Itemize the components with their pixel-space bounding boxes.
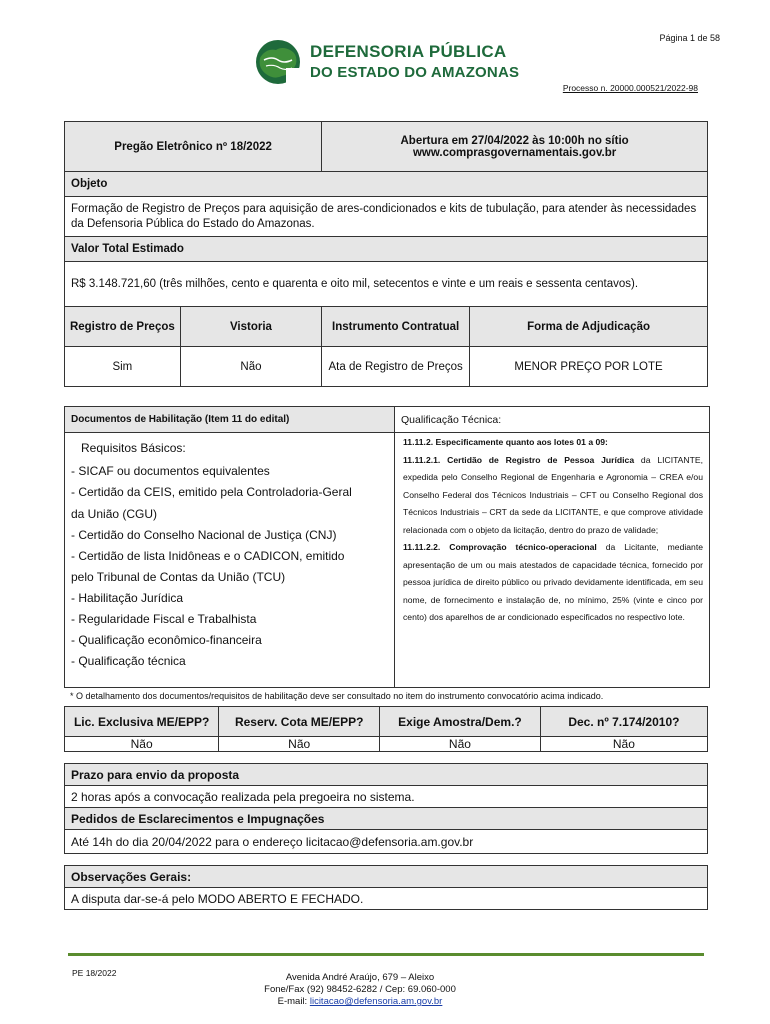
clause-11-11-2-1-title: 11.11.2.1. Certidão de Registro de Pessoa Jurídica — [403, 454, 635, 465]
col-lic-exclusiva: Lic. Exclusiva ME/EPP? — [65, 707, 219, 737]
footer-street: Avenida André Araújo, 679 – Aleixo — [285, 972, 435, 983]
col-exige-amostra: Exige Amostra/Dem.? — [380, 707, 541, 737]
val-instrumento: Ata de Registro de Preços — [322, 347, 470, 387]
documents-heading: Documentos de Habilitação (Item 11 do edital) — [65, 407, 395, 433]
amazonas-map-icon — [252, 38, 304, 86]
col-forma-adjudicacao: Forma de Adjudicação — [470, 307, 708, 347]
list-item: - Habilitação Jurídica — [71, 591, 184, 605]
page-number: Página 1 de 58 — [659, 33, 720, 43]
col-registro-precos: Registro de Preços — [65, 307, 181, 347]
pregao-number: Pregão Eletrônico nº 18/2022 — [114, 140, 272, 153]
footer-email-label: E-mail: — [277, 996, 310, 1007]
val-decreto: Não — [540, 737, 707, 752]
footer-phone: Fone/Fax (92) 98452-6282 / Cep: 69.060-000 — [264, 984, 456, 995]
qualificacao-heading: Qualificação Técnica: — [395, 407, 709, 433]
footer-code: PE 18/2022 — [72, 968, 117, 978]
footer-divider — [68, 953, 704, 956]
list-item: - Certidão do Conselho Nacional de Justiça (CNJ) — [71, 528, 337, 542]
valor-label: Valor Total Estimado — [65, 237, 708, 262]
clause-11-11-2-2-text: da Licitante, mediante apresentação de um ou mais atestados de capacidade técnica, fornecido por pessoa jurídica de direito público ou privado devidamente identificada, em seu nome, de fornecimento e instalação de, no mínimo, 25% (vinte e cinco por cento) dos aparelhos de ar condicionado especificados no respectivo lote. — [403, 542, 703, 622]
logo-subtitle: DO ESTADO DO AMAZONAS — [310, 64, 520, 81]
val-vistoria: Não — [180, 347, 321, 387]
footer-email-line — [200, 996, 520, 1008]
summary-table — [64, 121, 708, 387]
process-number: Processo n. 20000.000521/2022-98 — [562, 83, 698, 93]
clause-11-11-2-2-title: 11.11.2.2. Comprovação técnico-operacional — [403, 542, 597, 552]
valor-text: R$ 3.148.721,60 (três milhões, cento e quarenta e oito mil, setecentos e vinte e um reais e sessenta centavos). — [65, 262, 708, 307]
observacoes-table — [64, 865, 708, 910]
pedidos-label: Pedidos de Esclarecimentos e Impugnações — [65, 808, 708, 830]
col-decreto: Dec. nº 7.174/2010? — [540, 707, 707, 737]
col-instrumento: Instrumento Contratual — [322, 307, 470, 347]
observacoes-text: A disputa dar-se-á pelo MODO ABERTO E FECHADO. — [65, 888, 708, 910]
list-item: - Certidão da CEIS, emitido pela Controladoria-Geral — [71, 485, 352, 499]
defensoria-logo — [252, 38, 522, 86]
requisitos-title: Requisitos Básicos: — [81, 441, 186, 455]
prazo-label: Prazo para envio da proposta — [65, 764, 708, 786]
val-lic-exclusiva: Não — [65, 737, 219, 752]
val-forma-adjudicacao: MENOR PREÇO POR LOTE — [470, 347, 708, 387]
requisitos-list — [65, 433, 395, 687]
val-reserv-cota: Não — [219, 737, 380, 752]
col-reserv-cota: Reserv. Cota ME/EPP? — [219, 707, 380, 737]
qualificacao-text — [395, 433, 709, 687]
documents-section — [64, 406, 710, 688]
abertura-cell — [322, 122, 708, 172]
list-item: - Regularidade Fiscal e Trabalhista — [71, 612, 257, 626]
list-item: - SICAF ou documentos equivalentes — [71, 464, 270, 478]
list-item: da União (CGU) — [71, 507, 158, 521]
list-item: pelo Tribunal de Contas da União (TCU) — [71, 570, 286, 584]
abertura-site: www.comprasgovernamentais.gov.br — [412, 146, 617, 159]
logo-title: DEFENSORIA PÚBLICA — [310, 42, 507, 61]
me-epp-table — [64, 706, 708, 752]
list-item: - Qualificação econômico-financeira — [71, 633, 262, 647]
val-registro-precos: Sim — [65, 347, 181, 387]
objeto-label: Objeto — [65, 172, 708, 197]
clause-11-11-2: 11.11.2. Especificamente quanto aos lotes 01 a 09: — [403, 437, 608, 447]
prazo-table — [64, 763, 708, 854]
abertura-date: Abertura em 27/04/2022 às 10:00h no sítio — [400, 134, 629, 147]
footer-email-link[interactable]: licitacao@defensoria.am.gov.br — [309, 996, 443, 1007]
habilitacao-note: * O detalhamento dos documentos/requisitos de habilitação deve ser consultado no item do instrumento convocatório acima indicado. — [70, 691, 604, 701]
val-exige-amostra: Não — [380, 737, 541, 752]
pregao-cell — [65, 122, 322, 172]
pedidos-text: Até 14h do dia 20/04/2022 para o endereço licitacao@defensoria.am.gov.br — [65, 830, 708, 854]
objeto-text: Formação de Registro de Preços para aquisição de ares-condicionados e kits de tubulação, para atender às necessidades da Defensoria Pública do Estado do Amazonas. — [65, 197, 708, 237]
list-item: - Certidão de lista Inidôneas e o CADICON, emitido — [71, 549, 345, 563]
observacoes-label: Observações Gerais: — [65, 866, 708, 888]
prazo-text: 2 horas após a convocação realizada pela pregoeira no sistema. — [65, 786, 708, 808]
clause-11-11-2-1-text: da LICITANTE, expedida pelo Conselho Regional de Engenharia e Agronomia – CREA e/ou Conselho Federal dos Técnicos Industriais – CFT ou Conselho Regional dos Técnicos Industriais – CRT da sede da LICITANTE, e que comprove atividade relacionada com o objeto da licitação, dentro do prazo de validade; — [403, 454, 703, 535]
col-vistoria: Vistoria — [180, 307, 321, 347]
list-item: - Qualificação técnica — [71, 654, 186, 668]
footer-address — [200, 972, 520, 1008]
